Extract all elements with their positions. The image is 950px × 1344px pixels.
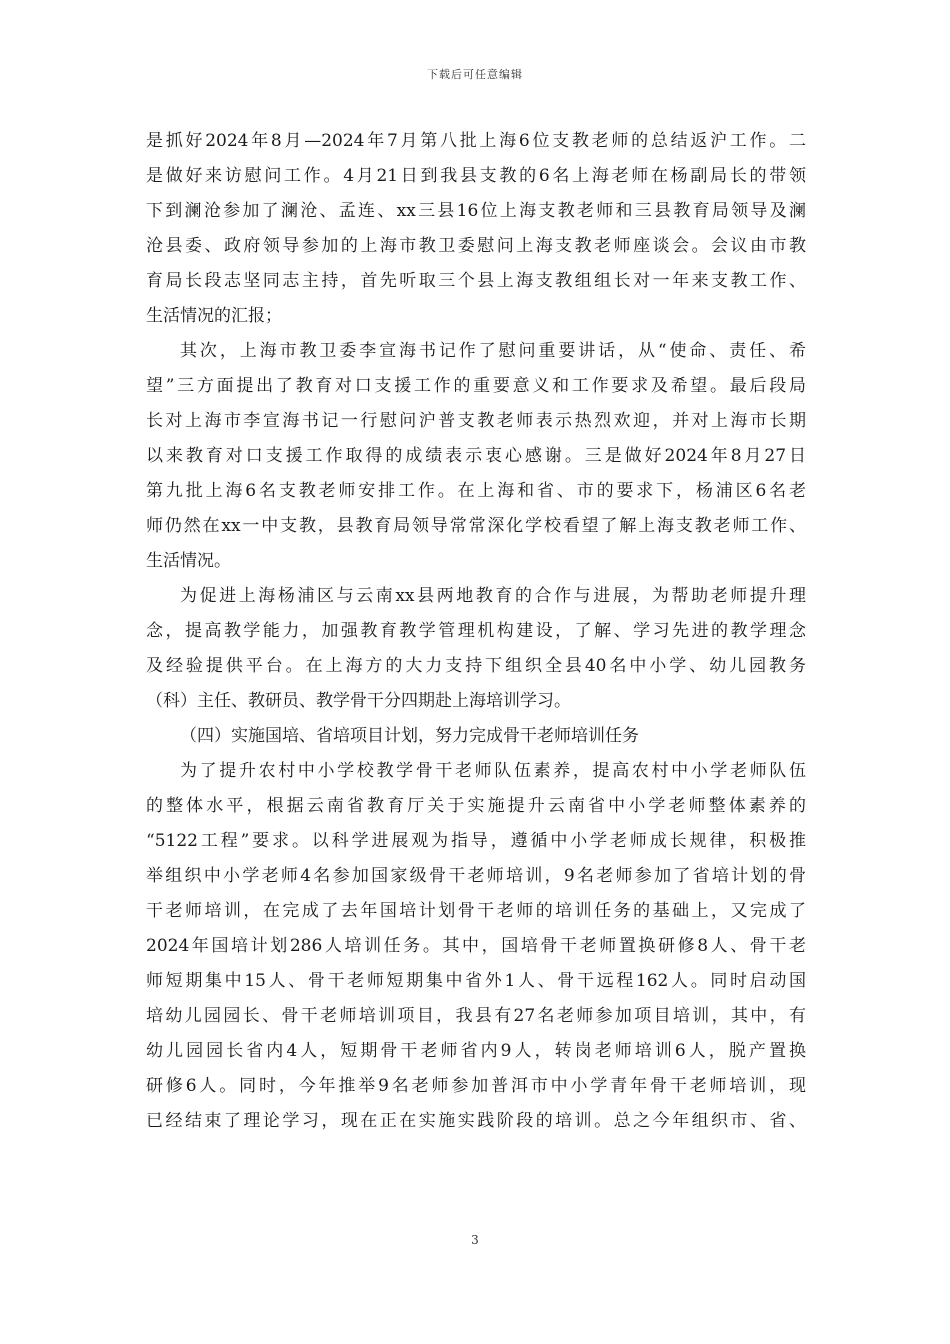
body-text-line: 干老师培训，在完成了去年国培计划骨干老师的培训任务的基础上，又完成了	[146, 901, 806, 921]
body-text-line: 其次，上海市教卫委李宣海书记作了慰问重要讲话，从“使命、责任、希	[180, 341, 806, 361]
body-text-line: 育局长段志坚同志主持，首先听取三个县上海支教组组长对一年来支教工作、	[146, 271, 806, 291]
body-text-line: 是抓好2024年8月—2024年7月第八批上海6位支教老师的总结返沪工作。二	[146, 131, 806, 151]
body-text-line: （科）主任、教研员、教学骨干分四期赴上海培训学习。	[146, 691, 571, 711]
body-text-line: 师短期集中15人、骨干老师短期集中省外1人、骨干远程162人。同时启动国	[146, 971, 806, 991]
body-text-line: 2024年国培计划286人培训任务。其中，国培骨干老师置换研修8人、骨干老	[146, 936, 806, 956]
page-header: 下载后可任意编辑	[427, 68, 523, 81]
body-text-line: 长对上海市李宣海书记一行慰问沪普支教老师表示热烈欢迎，并对上海市长期	[146, 411, 806, 431]
body-text-line: 的整体水平，根据云南省教育厅关于实施提升云南省中小学老师整体素养的	[146, 796, 806, 816]
body-text-line: 第九批上海6名支教老师安排工作。在上海和省、市的要求下，杨浦区6名老	[146, 481, 806, 501]
document-body	[146, 124, 806, 1139]
body-text-line: 为促进上海杨浦区与云南xx县两地教育的合作与进展，为帮助老师提升理	[180, 586, 806, 606]
body-text-line: 是做好来访慰问工作。4月21日到我县支教的6名上海老师在杨副局长的带领	[146, 166, 806, 186]
body-text-line: 及经验提供平台。在上海方的大力支持下组织全县40名中小学、幼儿园教务	[146, 656, 806, 676]
body-text-line: 以来教育对口支援工作取得的成绩表示衷心感谢。三是做好2024年8月27日	[146, 446, 806, 466]
body-text-line: 沧县委、政府领导参加的上海市教卫委慰问上海支教老师座谈会。会议由市教	[146, 236, 806, 256]
body-text-line: “5122工程”要求。以科学进展观为指导，遵循中小学老师成长规律，积极推	[146, 831, 806, 851]
body-text-line: 为了提升农村中小学校教学骨干老师队伍素养，提高农村中小学老师队伍	[180, 761, 806, 781]
body-text-line: 生活情况。	[146, 551, 231, 571]
page-number: 3	[471, 1233, 479, 1247]
body-text-line: 培幼儿园园长、骨干老师培训项目，我县有27名老师参加项目培训，其中，有	[146, 1006, 806, 1026]
body-text-line: 幼儿园园长省内4人，短期骨干老师省内9人，转岗老师培训6人，脱产置换	[146, 1041, 806, 1061]
body-text-line: 念，提高教学能力，加强教育教学管理机构建设，了解、学习先进的教学理念	[146, 621, 806, 641]
body-text-line: （四）实施国培、省培项目计划，努力完成骨干老师培训任务	[180, 726, 639, 746]
body-text-line: 研修6人。同时，今年推举9名老师参加普洱市中小学青年骨干老师培训，现	[146, 1076, 806, 1096]
body-text-line: 师仍然在xx一中支教，县教育局领导常常深化学校看望了解上海支教老师工作、	[146, 516, 806, 536]
body-text-line: 已经结束了理论学习，现在正在实施实践阶段的培训。总之今年组织市、省、	[146, 1111, 806, 1131]
body-text-line: 望”三方面提出了教育对口支援工作的重要意义和工作要求及希望。最后段局	[146, 376, 806, 396]
body-text-line: 举组织中小学老师4名参加国家级骨干老师培训，9名老师参加了省培计划的骨	[146, 866, 806, 886]
body-text-line: 生活情况的汇报；	[146, 306, 282, 326]
body-text-line: 下到澜沧参加了澜沧、孟连、xx三县16位上海支教老师和三县教育局领导及澜	[146, 201, 806, 221]
